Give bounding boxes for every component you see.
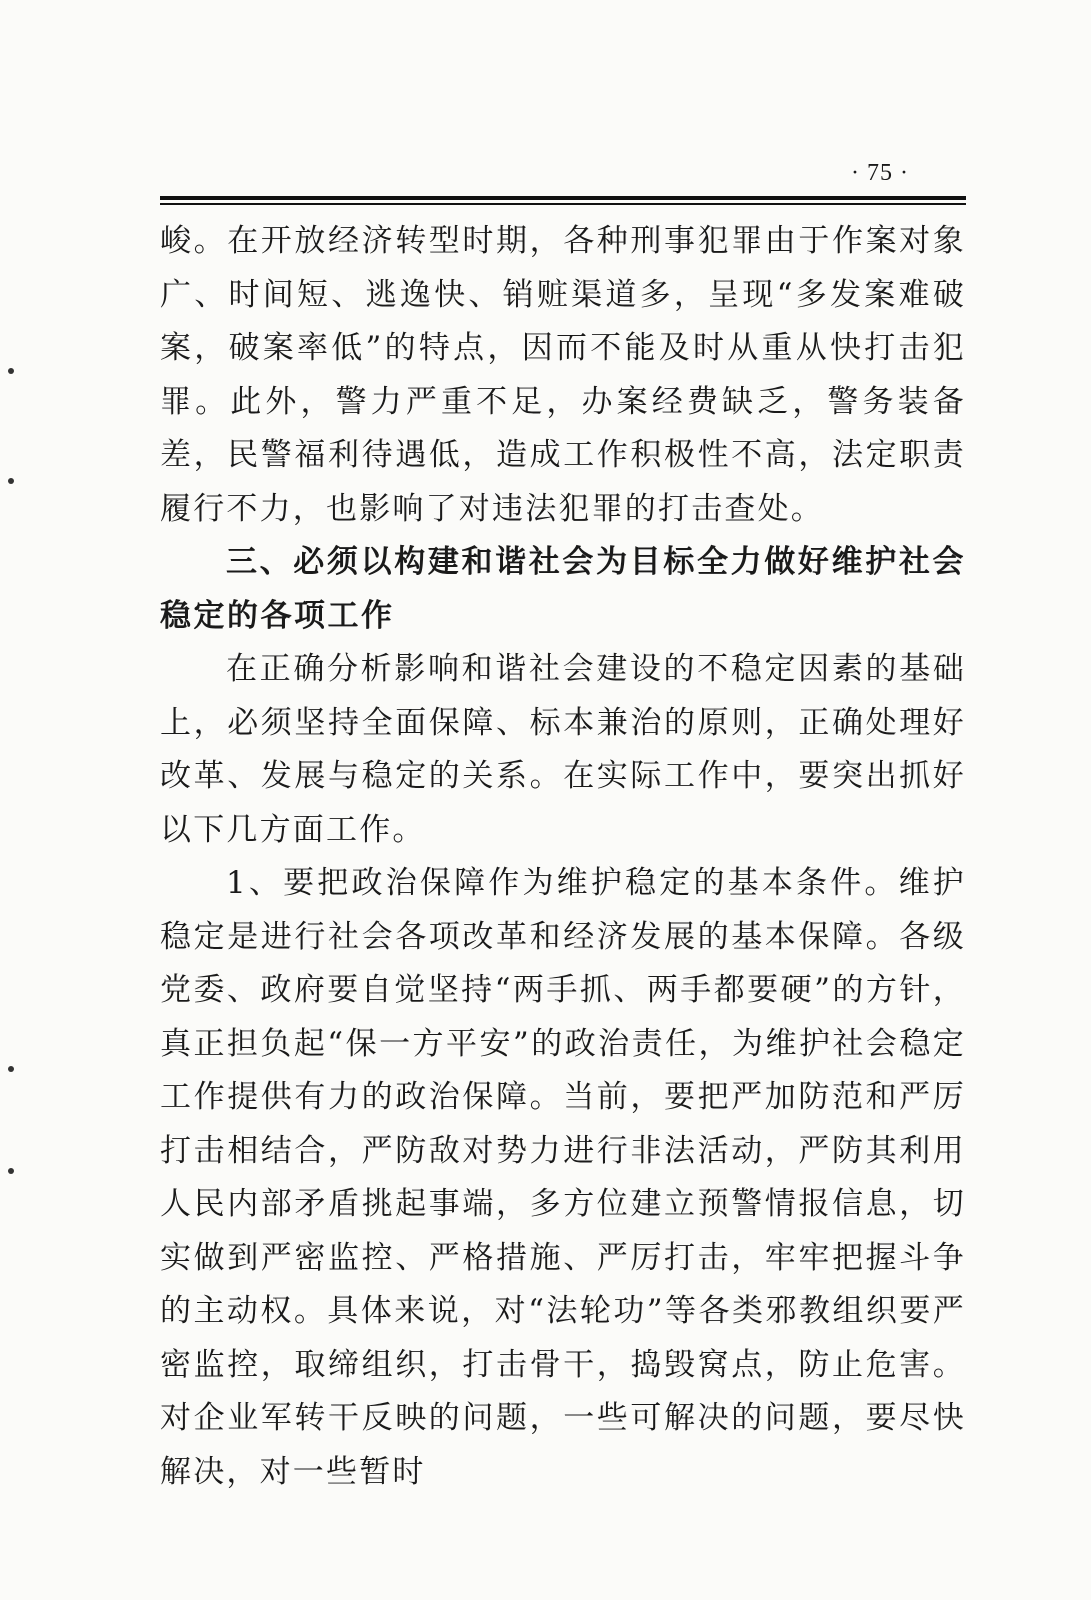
scan-speck	[8, 1168, 14, 1174]
paragraph-intro: 在正确分析影响和谐社会建设的不稳定因素的基础上，必须坚持全面保障、标本兼治的原则，正确处理好改革、发展与稳定的关系。在实际工作中，要突出抓好以下几方面工作。	[160, 651, 966, 848]
header-rule-thin	[160, 203, 966, 205]
paragraph-point-1: 1、要把政治保障作为维护稳定的基本条件。维护稳定是进行社会各项改革和经济发展的基本保障。各级党委、政府要自觉坚持“两手抓、两手都要硬”的方针，真正担负起“保一方平安”的政治责任，为维护社会稳定工作提供有力的政治保障。当前，要把严加防范和严厉打击相结合，严防敌对势力进行非法活动，严防其利用人民内部矛盾挑起事端，多方位建立预警情报信息，切实做到严密监控、严格措施、严厉打击，牢牢把握斗争的主动权。具体来说，对“法轮功”等各类邪教组织要严密监控，取缔组织，打击骨干，捣毁窝点，防止危害。对企业军转干反映的问题，一些可解决的问题，要尽快解决，对一些暂时	[160, 865, 966, 1490]
body-text	[160, 215, 966, 1499]
scan-speck	[8, 1066, 14, 1072]
header-rule-thick	[160, 196, 966, 200]
section-heading: 三、必须以构建和谐社会为目标全力做好维护社会稳定的各项工作	[160, 544, 966, 634]
page-number: · 75 ·	[851, 160, 909, 186]
scan-speck	[8, 368, 14, 374]
scan-speck	[8, 478, 14, 484]
paragraph-continuation: 峻。在开放经济转型时期，各种刑事犯罪由于作案对象广、时间短、逃逸快、销赃渠道多，呈现“多发案难破案，破案率低”的特点，因而不能及时从重从快打击犯罪。此外，警力严重不足，办案经费缺乏，警务装备差，民警福利待遇低，造成工作积极性不高，法定职责履行不力，也影响了对违法犯罪的打击查处。	[160, 223, 966, 527]
